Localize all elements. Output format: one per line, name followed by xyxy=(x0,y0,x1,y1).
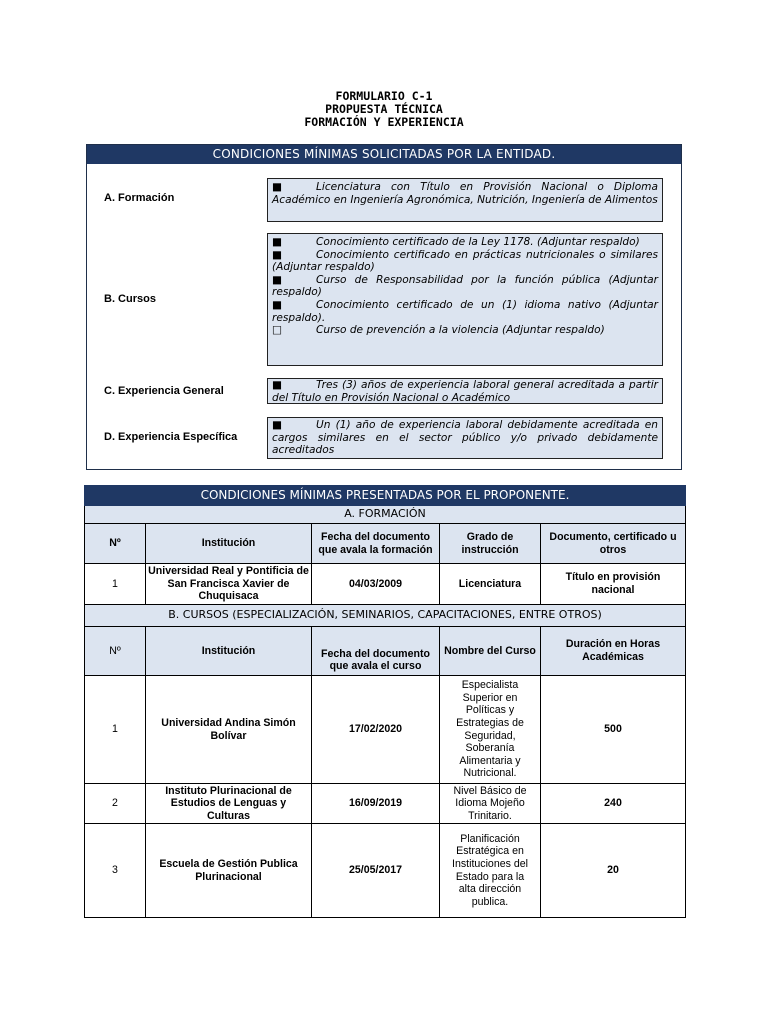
criterion-box-experiencia-especifica xyxy=(267,417,663,459)
table-row xyxy=(85,824,686,918)
criterion-text: Tres (3) años de experiencia laboral general acreditada a partir del Título en Provisión Nacional o Académico xyxy=(272,379,658,404)
table-cell: 1 xyxy=(85,676,146,784)
column-header: Documento, certificado u otros xyxy=(541,524,686,564)
filled-square-icon: ■ xyxy=(272,273,283,286)
filled-square-icon: ■ xyxy=(272,419,283,431)
table-cell: Especialista Superior en Políticas y Estrategias de Seguridad, Soberanía Alimentaria y Nutricional. xyxy=(440,676,541,784)
table-cell: Universidad Real y Pontificia de San Francisca Xavier de Chuquisaca xyxy=(146,564,312,605)
title-line-1: FORMULARIO C-1 xyxy=(335,89,433,103)
table-cell: Universidad Andina Simón Bolívar xyxy=(146,676,312,784)
table-cell: 240 xyxy=(541,784,686,824)
table-cell: 16/09/2019 xyxy=(312,784,440,824)
table-cell: 20 xyxy=(541,824,686,918)
table-cell: Escuela de Gestión Publica Plurinacional xyxy=(146,824,312,918)
list-item: □ Curso de prevención a la violencia (Adjuntar respaldo) xyxy=(272,324,605,337)
formacion-section-title: A. FORMACIÓN xyxy=(85,506,686,524)
column-header: Fecha del documento que avala el curso xyxy=(312,627,440,676)
criterion-text: Un (1) año de experiencia laboral debidamente acreditada en cargos similares en el sector público y/o privado debidamente acreditados xyxy=(272,419,658,457)
filled-square-icon: ■ xyxy=(272,181,283,193)
filled-square-icon: ■ xyxy=(272,236,283,248)
criterion-box-formacion xyxy=(267,178,663,222)
presented-conditions-header: CONDICIONES MÍNIMAS PRESENTADAS POR EL PROPONENTE. xyxy=(85,486,686,506)
criterion-label-formacion: A. Formación xyxy=(104,192,175,204)
list-item: ■ Curso de Responsabilidad por la función pública (Adjuntar respaldo) xyxy=(272,273,658,299)
column-header: Fecha del documento que avala la formación xyxy=(312,524,440,564)
criterion-label-experiencia-general: C. Experiencia General xyxy=(104,385,224,397)
section-title-row xyxy=(85,506,686,524)
minimum-conditions-box xyxy=(86,144,682,470)
criterion-label-cursos: B. Cursos xyxy=(104,293,156,305)
table-row xyxy=(85,676,686,784)
formacion-column-header-row xyxy=(85,524,686,564)
list-item: ■ Conocimiento certificado en prácticas nutricionales o similares (Adjuntar respaldo) xyxy=(272,248,658,274)
table-row xyxy=(85,784,686,824)
section-title-row xyxy=(85,605,686,627)
column-header: Institución xyxy=(146,627,312,676)
cursos-column-header-row xyxy=(85,627,686,676)
presented-conditions-header-row xyxy=(85,486,686,506)
table-row xyxy=(85,564,686,605)
table-cell: 2 xyxy=(85,784,146,824)
column-header: Institución xyxy=(146,524,312,564)
minimum-conditions-header: CONDICIONES MÍNIMAS SOLICITADAS POR LA ENTIDAD. xyxy=(87,145,681,164)
table-cell: 25/05/2017 xyxy=(312,824,440,918)
empty-square-icon: □ xyxy=(272,324,283,337)
table-cell: Instituto Plurinacional de Estudios de Lenguas y Culturas xyxy=(146,784,312,824)
table-cell: 17/02/2020 xyxy=(312,676,440,784)
table-cell: 04/03/2009 xyxy=(312,564,440,605)
table-cell: Licenciatura xyxy=(440,564,541,605)
column-header: Nº xyxy=(85,524,146,564)
table-cell: Título en provisión nacional xyxy=(541,564,686,605)
table-cell: 1 xyxy=(85,564,146,605)
list-item: ■ Conocimiento certificado de la Ley 1178. (Adjuntar respaldo) xyxy=(272,236,640,248)
title-line-3: FORMACIÓN Y EXPERIENCIA xyxy=(304,115,464,129)
criterion-box-cursos xyxy=(267,233,663,366)
table-cell: Nivel Básico de Idioma Mojeño Trinitario. xyxy=(440,784,541,824)
criterion-box-experiencia-general xyxy=(267,378,663,404)
filled-square-icon: ■ xyxy=(272,248,283,261)
title-line-2: PROPUESTA TÉCNICA xyxy=(325,102,443,116)
document-title xyxy=(0,90,768,129)
criterion-text: Licenciatura con Título en Provisión Nacional o Diploma Académico en Ingeniería Agronómica, Nutrición, Ingeniería de Alimentos xyxy=(272,181,658,206)
table-cell: 500 xyxy=(541,676,686,784)
column-header: Grado de instrucción xyxy=(440,524,541,564)
column-header: Duración en Horas Académicas xyxy=(541,627,686,676)
presented-conditions-table xyxy=(84,485,686,918)
column-header: Nombre del Curso xyxy=(440,627,541,676)
cursos-section-title: B. CURSOS (ESPECIALIZACIÓN, SEMINARIOS, CAPACITACIONES, ENTRE OTROS) xyxy=(85,605,686,627)
table-cell: Planificación Estratégica en Instituciones del Estado para la alta dirección publica. xyxy=(440,824,541,918)
criterion-label-experiencia-especifica: D. Experiencia Específica xyxy=(104,431,238,443)
list-item: ■ Conocimiento certificado de un (1) idioma nativo (Adjuntar respaldo). xyxy=(272,298,658,324)
filled-square-icon: ■ xyxy=(272,298,283,311)
column-header: Nº xyxy=(85,627,146,676)
filled-square-icon: ■ xyxy=(272,379,283,391)
table-cell: 3 xyxy=(85,824,146,918)
